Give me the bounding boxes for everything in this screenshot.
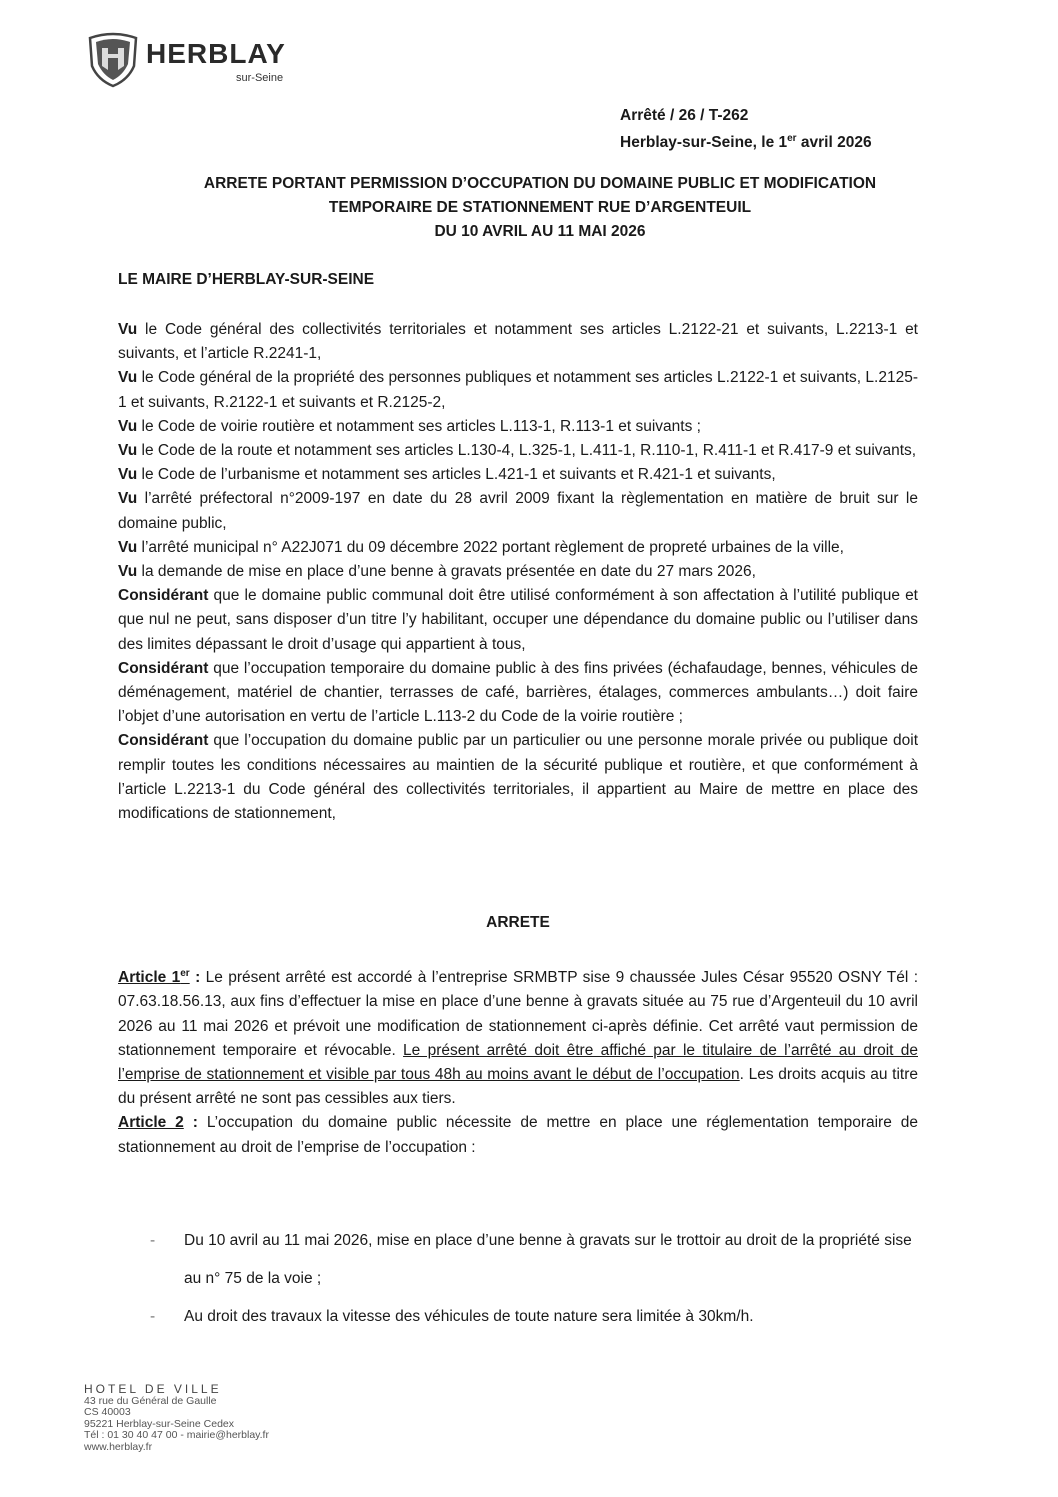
visa-paragraph: Vu le Code général des collectivités territoriales et notamment ses articles L.2122-21 et suivants, L.2213-1 et suivants, et l’article R.2241-1, [118,321,918,363]
footer-website: www.herblay.fr [84,1440,153,1453]
ref-number: Arrêté / 26 / T-262 [620,107,749,124]
reference-block [620,104,872,154]
issuer-heading: LE MAIRE D’HERBLAY-SUR-SEINE [118,271,375,288]
considerant-paragraph: Considérant que l’occupation du domaine public par un particulier ou une personne morale privée ou publique doit remplir toutes les conditions nécessaires au maintien de la sécurité publique et routière, et que conformément à l’article L.2213-1 du Code général des collectivités territoriales, il appartient au Maire de mettre en place des modifications de stationnement, [118,732,918,823]
brand-name: HERBLAY [146,38,286,69]
title-line-3: DU 10 AVRIL AU 11 MAI 2026 [434,223,646,240]
arrete-heading: ARRETE [486,914,550,931]
considerant-paragraph: Considérant que le domaine public communal doit être utilisé conformément à son affectation à l’utilité publique et que nul ne peut, sans disposer d’un titre l’y habilitant, occuper une dépendance du domaine public ou l’utiliser dans des limites dépassant le droit d’usage qui appartient à tous, [118,587,918,653]
footer-hotel-de-ville: HOTEL DE VILLE [84,1382,222,1396]
article-2-label: Article 2 [118,1114,184,1132]
brand-subtitle: sur-Seine [236,72,284,84]
visa-paragraph: Vu le Code de voirie routière et notamment ses articles L.113-1, R.113-1 et suivants ; [118,417,701,435]
herblay-logo [84,28,314,90]
visa-paragraph: Vu le Code général de la propriété des personnes publiques et notamment ses articles L.2122-1 et suivants, L.2125-1 et suivants, R.2122-1 et suivants et R.2125-2, [118,369,918,411]
dash-icon: - [150,1308,156,1325]
article-2: Article 2 : L’occupation du domaine public nécessite de mettre en place une réglementation temporaire de stationnement au droit de l’emprise de l’occupation : [118,1114,919,1156]
visa-paragraph: Vu la demande de mise en place d’une benne à gravats présentée en date du 27 mars 2026, [118,563,756,581]
visa-paragraph: Vu le Code de l’urbanisme et notamment ses articles L.421-1 et suivants et R.421-1 et suivants, [118,466,776,484]
title-line-2: TEMPORAIRE DE STATIONNEMENT RUE D’ARGENTEUIL [328,199,752,216]
display-notice: Le présent arrêté doit être affiché par le titulaire de l’arrêté au droit de l’emprise de stationnement et visible par tous 48h au moins avant le début de l’occupation [118,1041,918,1083]
visa-paragraph: Vu le Code de la route et notamment ses articles L.130-4, L.325-1, L.411-1, R.110-1, R.411-1 et R.417-9 et suivants, [118,442,917,460]
city-crest-icon [84,28,142,88]
article-1: Article 1er : Le présent arrêté est accordé à l’entreprise SRMBTP sise 9 chaussée Jules César 95520 OSNY Tél : 07.63.18.56.13, aux fins d’effectuer la mise en place d’une benne à gravats située au 75 rue d’Argenteuil du 10 avril 2026 au 11 mai 2026 et prévoit une modification de stationnement ci-après définie. Cet arrêté vaut permission de stationnement temporaire et révocable. Le présent arrêté doit être affiché par le titulaire de l’arrêté au droit de l’emprise de stationnement et visible par tous 48h au moins avant le début de l’occupation. Les droits acquis au titre du présent arrêté ne sont pas cessibles aux tiers. [118,968,919,1108]
list-item: - Au droit des travaux la vitesse des véhicules de toute nature sera limitée à 30km/h. [150,1298,920,1336]
measures-list [150,1222,920,1336]
visas-section [118,318,918,826]
footer-contact: Tél : 01 30 40 47 00 - mairie@herblay.fr [84,1429,269,1441]
footer-address [84,1384,269,1453]
footer-cs: CS 40003 [84,1406,131,1418]
visa-paragraph: Vu l’arrêté municipal n° A22J071 du 09 décembre 2022 portant règlement de propreté urbaines de la ville, [118,538,844,556]
articles-section [118,962,918,1160]
document-title [100,172,980,244]
considerant-paragraph: Considérant que l’occupation temporaire du domaine public à des fins privées (échafaudage, bennes, véhicules de déménagement, matériel de chantier, terrasses de café, barrières, étalages, commerces ambulants…) doit faire l’objet d’une autorisation en vertu de l’article L.113-2 du Code de la voirie routière ; [118,659,918,726]
title-line-1: ARRETE PORTANT PERMISSION D’OCCUPATION DU DOMAINE PUBLIC ET MODIFICATION [203,175,877,192]
footer-city: 95221 Herblay-sur-Seine Cedex [84,1417,234,1430]
article-1-label: Article 1er [118,968,190,987]
issue-date: Herblay-sur-Seine, le 1er avril 2026 [620,133,872,152]
dash-icon: - [150,1232,156,1249]
footer-street: 43 rue du Général de Gaulle [84,1394,217,1407]
visa-paragraph: Vu l’arrêté préfectoral n°2009-197 en date du 28 avril 2009 fixant la règlementation en matière de bruit sur le domaine public, [118,490,918,532]
list-item: - Du 10 avril au 11 mai 2026, mise en place d’une benne à gravats sur le trottoir au droit de la propriété sise au n° 75 de la voie ; [150,1222,920,1298]
